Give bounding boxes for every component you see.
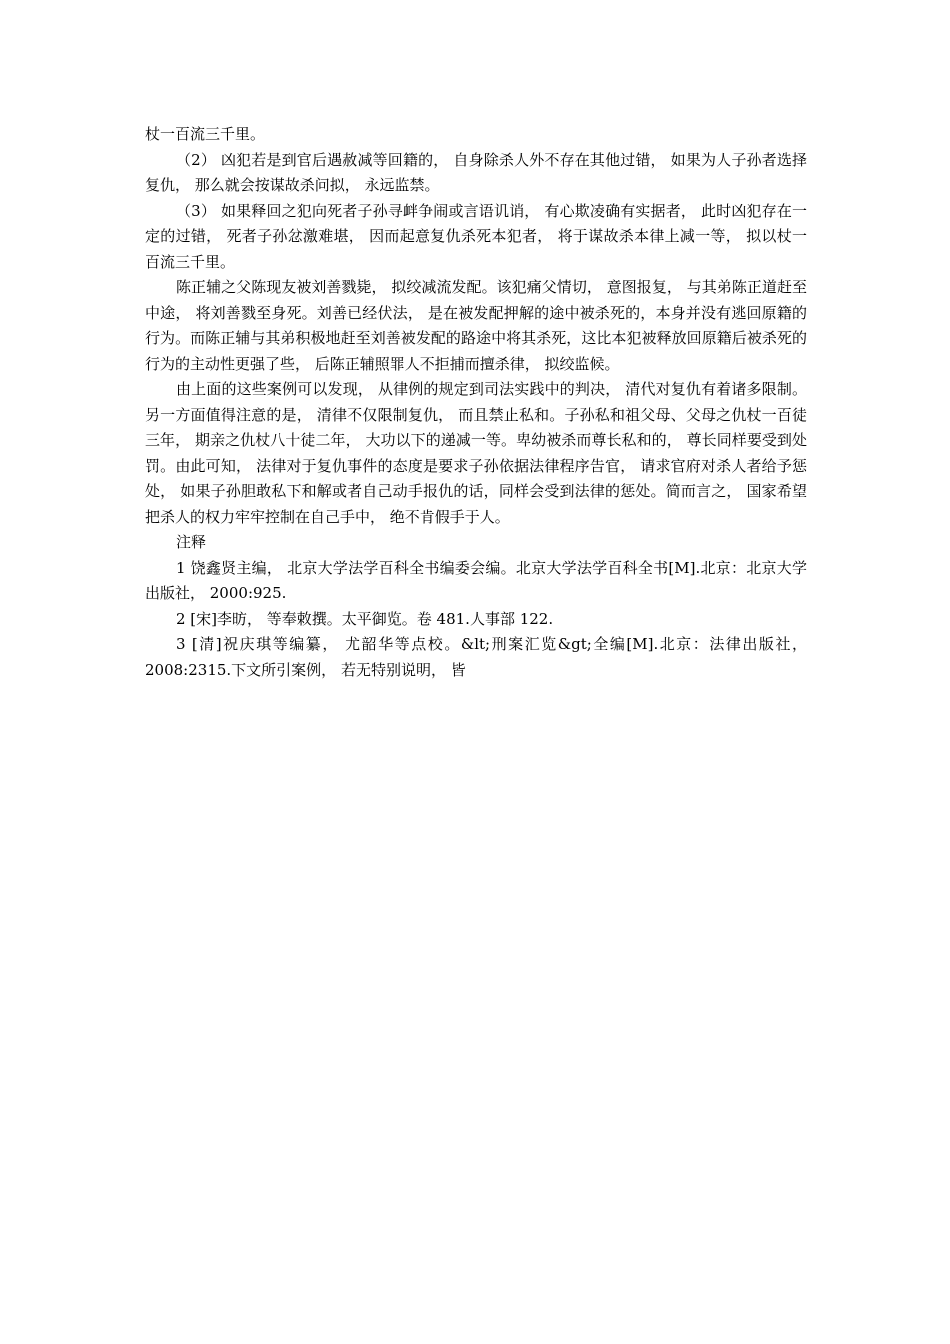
- paragraph-item-2: （2） 凶犯若是到官后遇赦减等回籍的， 自身除杀人外不存在其他过错， 如果为人子孙者选择复仇， 那么就会按谋故杀问拟， 永远监禁。: [145, 150, 807, 194]
- paragraph-case-chen: 陈正辅之父陈现友被刘善戮毙， 拟绞减流发配。该犯痛父情切， 意图报复， 与其弟陈正道赶至中途， 将刘善戮至身死。刘善已经伏法， 是在被发配押解的途中被杀死的，本身并没有逃回原籍的行为。而陈正辅与其弟积极地赶至刘善被发配的路途中将其杀死，这比本犯被释放回原籍后被杀死的行为的主动性更强了些， 后陈正辅照罪人不拒捕而擅杀律， 拟绞监候。: [145, 278, 807, 373]
- footnote-1: 1 饶鑫贤主编， 北京大学法学百科全书编委会编。北京大学法学百科全书[M].北京：北京大学出版社， 2000:925.: [145, 558, 807, 602]
- document-body: [145, 122, 807, 683]
- footnote-2: 2 [宋]李昉， 等奉敕撰。太平御览。卷 481.人事部 122.: [176, 609, 554, 628]
- notes-heading: 注释: [176, 533, 207, 551]
- paragraph-conclusion: 由上面的这些案例可以发现， 从律例的规定到司法实践中的判决， 清代对复仇有着诸多限制。另一方面值得注意的是， 清律不仅限制复仇， 而且禁止私和。子孙私和祖父母、父母之仇杖一百徒三年， 期亲之仇杖八十徒二年， 大功以下的递减一等。卑幼被杀而尊长私和的， 尊长同样要受到处罚。由此可知， 法律对于复仇事件的态度是要求子孙依据法律程序告官， 请求官府对杀人者给予惩处， 如果子孙胆敢私下和解或者自己动手报仇的话，同样会受到法律的惩处。简而言之， 国家希望把杀人的权力牢牢控制在自己手中， 绝不肯假手于人。: [145, 380, 807, 526]
- paragraph-item-3: （3） 如果释回之犯向死者子孙寻衅争闹或言语讥诮， 有心欺凌确有实据者， 此时凶犯存在一定的过错， 死者子孙忿激难堪， 因而起意复仇杀死本犯者， 将于谋故杀本律上减一等， 拟以杖一百流三千里。: [145, 201, 807, 271]
- footnote-3: 3 [清]祝庆琪等编纂， 尤韶华等点校。&lt;刑案汇览&gt;全编[M].北京：法律出版社，2008:2315.下文所引案例， 若无特别说明， 皆: [145, 635, 807, 679]
- paragraph-continuation: 杖一百流三千里。: [145, 125, 266, 143]
